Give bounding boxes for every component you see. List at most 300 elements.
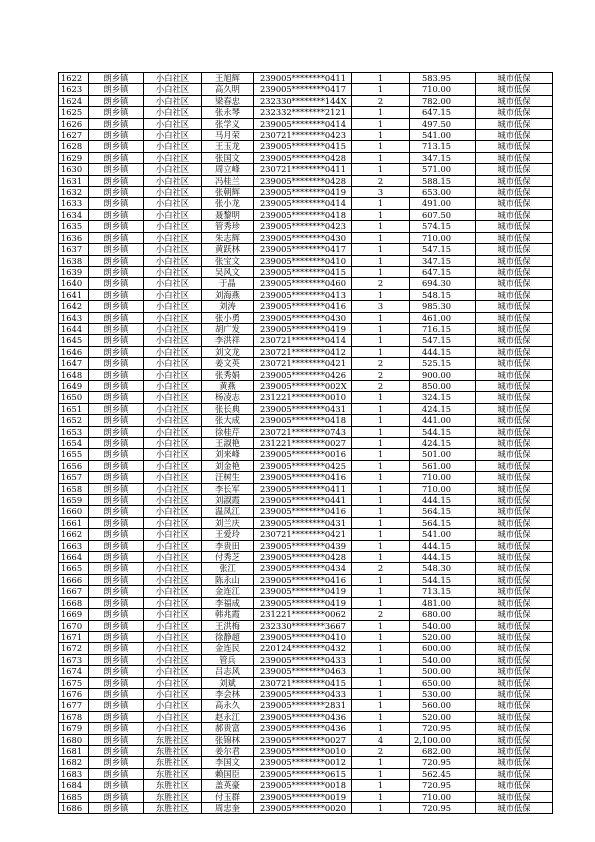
- community-cell: 小白社区: [144, 107, 202, 118]
- household-size-cell: 1: [352, 130, 410, 141]
- assistance-type-cell: 城市低保: [476, 221, 553, 232]
- assistance-type-cell: 城市低保: [476, 130, 553, 141]
- town-cell: 朗乡镇: [89, 312, 144, 323]
- table-row: [59, 540, 553, 551]
- amount-cell: 710.00: [410, 84, 476, 95]
- assistance-type-cell: 城市低保: [476, 380, 553, 391]
- household-size-cell: 1: [352, 620, 410, 631]
- name-cell: 刘涛: [202, 301, 254, 312]
- table-row: [59, 586, 553, 597]
- id-number-cell: 231221********0010: [254, 392, 352, 403]
- id-number-cell: 239005********0426: [254, 369, 352, 380]
- town-cell: 朗乡镇: [89, 563, 144, 574]
- row-number: 1653: [59, 426, 89, 437]
- town-cell: 朗乡镇: [89, 586, 144, 597]
- town-cell: 朗乡镇: [89, 449, 144, 460]
- id-number-cell: 230721********0421: [254, 529, 352, 540]
- assistance-type-cell: 城市低保: [476, 460, 553, 471]
- id-number-cell: 239005********0416: [254, 574, 352, 585]
- household-size-cell: 1: [352, 198, 410, 209]
- amount-cell: 544.15: [410, 574, 476, 585]
- household-size-cell: 1: [352, 118, 410, 129]
- row-number: 1659: [59, 495, 89, 506]
- name-cell: 王玉龙: [202, 141, 254, 152]
- amount-cell: 324.15: [410, 392, 476, 403]
- row-number: 1669: [59, 609, 89, 620]
- id-number-cell: 239005********0410: [254, 255, 352, 266]
- town-cell: 朗乡镇: [89, 369, 144, 380]
- name-cell: 高永久: [202, 700, 254, 711]
- name-cell: 张江: [202, 563, 254, 574]
- amount-cell: 588.15: [410, 175, 476, 186]
- table-row: [59, 552, 553, 563]
- row-number: 1633: [59, 198, 89, 209]
- town-cell: 朗乡镇: [89, 574, 144, 585]
- table-row: [59, 460, 553, 471]
- assistance-type-cell: 城市低保: [476, 118, 553, 129]
- table-row: [59, 73, 553, 84]
- community-cell: 小白社区: [144, 495, 202, 506]
- town-cell: 朗乡镇: [89, 164, 144, 175]
- row-number: 1684: [59, 780, 89, 791]
- household-size-cell: 1: [352, 483, 410, 494]
- community-cell: 小白社区: [144, 278, 202, 289]
- assistance-type-cell: 城市低保: [476, 506, 553, 517]
- name-cell: 黄跃林: [202, 244, 254, 255]
- id-number-cell: 230721********0415: [254, 677, 352, 688]
- town-cell: 朗乡镇: [89, 506, 144, 517]
- amount-cell: 647.15: [410, 107, 476, 118]
- table-row: [59, 369, 553, 380]
- amount-cell: 647.15: [410, 266, 476, 277]
- household-size-cell: 1: [352, 392, 410, 403]
- town-cell: 朗乡镇: [89, 141, 144, 152]
- community-cell: 小白社区: [144, 266, 202, 277]
- town-cell: 朗乡镇: [89, 483, 144, 494]
- household-size-cell: 1: [352, 540, 410, 551]
- table-row: [59, 198, 553, 209]
- household-size-cell: 3: [352, 301, 410, 312]
- name-cell: 管兵: [202, 654, 254, 665]
- assistance-type-cell: 城市低保: [476, 392, 553, 403]
- household-size-cell: 1: [352, 152, 410, 163]
- id-number-cell: 239005********0433: [254, 654, 352, 665]
- assistance-type-cell: 城市低保: [476, 677, 553, 688]
- amount-cell: 497.50: [410, 118, 476, 129]
- table-row: [59, 380, 553, 391]
- town-cell: 朗乡镇: [89, 723, 144, 734]
- table-row: [59, 266, 553, 277]
- community-cell: 小白社区: [144, 335, 202, 346]
- household-size-cell: 2: [352, 278, 410, 289]
- row-number: 1642: [59, 301, 89, 312]
- community-cell: 小白社区: [144, 323, 202, 334]
- household-size-cell: 1: [352, 460, 410, 471]
- id-number-cell: 239005********0428: [254, 552, 352, 563]
- id-number-cell: 239005********0436: [254, 711, 352, 722]
- id-number-cell: 239005********0416: [254, 301, 352, 312]
- household-size-cell: 1: [352, 312, 410, 323]
- town-cell: 朗乡镇: [89, 791, 144, 802]
- town-cell: 朗乡镇: [89, 631, 144, 642]
- community-cell: 小白社区: [144, 723, 202, 734]
- id-number-cell: 239005********0425: [254, 460, 352, 471]
- amount-cell: 650.00: [410, 677, 476, 688]
- town-cell: 朗乡镇: [89, 734, 144, 745]
- row-number: 1624: [59, 95, 89, 106]
- amount-cell: 561.00: [410, 460, 476, 471]
- row-number: 1674: [59, 666, 89, 677]
- community-cell: 小白社区: [144, 289, 202, 300]
- row-number: 1639: [59, 266, 89, 277]
- community-cell: 小白社区: [144, 221, 202, 232]
- amount-cell: 694.30: [410, 278, 476, 289]
- household-size-cell: 2: [352, 95, 410, 106]
- table-row: [59, 517, 553, 528]
- community-cell: 小白社区: [144, 643, 202, 654]
- amount-cell: 491.00: [410, 198, 476, 209]
- amount-cell: 424.15: [410, 438, 476, 449]
- amount-cell: 444.15: [410, 552, 476, 563]
- name-cell: 刘金艳: [202, 460, 254, 471]
- table-row: [59, 723, 553, 734]
- name-cell: 李国文: [202, 757, 254, 768]
- community-cell: 小白社区: [144, 586, 202, 597]
- name-cell: 张长典: [202, 403, 254, 414]
- name-cell: 高久明: [202, 84, 254, 95]
- assistance-type-cell: 城市低保: [476, 723, 553, 734]
- name-cell: 汪树生: [202, 472, 254, 483]
- community-cell: 小白社区: [144, 141, 202, 152]
- id-number-cell: 239005********0419: [254, 323, 352, 334]
- row-number: 1661: [59, 517, 89, 528]
- id-number-cell: 239005********0436: [254, 723, 352, 734]
- table-row: [59, 244, 553, 255]
- name-cell: 胡广发: [202, 323, 254, 334]
- community-cell: 东胜社区: [144, 745, 202, 756]
- household-size-cell: 1: [352, 141, 410, 152]
- community-cell: 小白社区: [144, 175, 202, 186]
- table-row: [59, 757, 553, 768]
- amount-cell: 347.15: [410, 152, 476, 163]
- household-size-cell: 1: [352, 415, 410, 426]
- name-cell: 张国文: [202, 152, 254, 163]
- table-row: [59, 175, 553, 186]
- town-cell: 朗乡镇: [89, 392, 144, 403]
- town-cell: 朗乡镇: [89, 130, 144, 141]
- assistance-type-cell: 城市低保: [476, 540, 553, 551]
- household-size-cell: 1: [352, 654, 410, 665]
- id-number-cell: 239005********0413: [254, 289, 352, 300]
- amount-cell: 710.00: [410, 472, 476, 483]
- community-cell: 东胜社区: [144, 803, 202, 814]
- amount-cell: 564.15: [410, 506, 476, 517]
- name-cell: 吕志风: [202, 666, 254, 677]
- household-size-cell: 1: [352, 723, 410, 734]
- community-cell: 小白社区: [144, 187, 202, 198]
- assistance-type-cell: 城市低保: [476, 84, 553, 95]
- amount-cell: 574.15: [410, 221, 476, 232]
- id-number-cell: 239005********0439: [254, 540, 352, 551]
- amount-cell: 900.00: [410, 369, 476, 380]
- town-cell: 朗乡镇: [89, 209, 144, 220]
- community-cell: 小白社区: [144, 255, 202, 266]
- community-cell: 小白社区: [144, 449, 202, 460]
- id-number-cell: 230721********0421: [254, 358, 352, 369]
- name-cell: 王洪梅: [202, 620, 254, 631]
- amount-cell: 562.45: [410, 768, 476, 779]
- household-size-cell: 1: [352, 552, 410, 563]
- amount-cell: 347.15: [410, 255, 476, 266]
- name-cell: 朱志辉: [202, 232, 254, 243]
- town-cell: 朗乡镇: [89, 643, 144, 654]
- household-size-cell: 1: [352, 780, 410, 791]
- household-size-cell: 1: [352, 289, 410, 300]
- table-row: [59, 403, 553, 414]
- table-row: [59, 426, 553, 437]
- name-cell: 金连江: [202, 586, 254, 597]
- amount-cell: 985.30: [410, 301, 476, 312]
- amount-cell: 600.00: [410, 643, 476, 654]
- community-cell: 小白社区: [144, 654, 202, 665]
- name-cell: 付秀芝: [202, 552, 254, 563]
- table-row: [59, 597, 553, 608]
- assistance-type-cell: 城市低保: [476, 574, 553, 585]
- household-size-cell: 1: [352, 335, 410, 346]
- assistance-type-cell: 城市低保: [476, 803, 553, 814]
- town-cell: 朗乡镇: [89, 552, 144, 563]
- name-cell: 温凤江: [202, 506, 254, 517]
- amount-cell: 710.00: [410, 791, 476, 802]
- row-number: 1632: [59, 187, 89, 198]
- town-cell: 朗乡镇: [89, 415, 144, 426]
- community-cell: 小白社区: [144, 574, 202, 585]
- id-number-cell: 239005********0431: [254, 517, 352, 528]
- row-number: 1670: [59, 620, 89, 631]
- table-row: [59, 278, 553, 289]
- table-row: [59, 141, 553, 152]
- row-number: 1686: [59, 803, 89, 814]
- household-size-cell: 1: [352, 346, 410, 357]
- assistance-type-cell: 城市低保: [476, 95, 553, 106]
- id-number-cell: 239005********0441: [254, 495, 352, 506]
- id-number-cell: 239005********0415: [254, 141, 352, 152]
- table-row: [59, 118, 553, 129]
- town-cell: 朗乡镇: [89, 540, 144, 551]
- row-number: 1681: [59, 745, 89, 756]
- table-row: [59, 438, 553, 449]
- name-cell: 付玉群: [202, 791, 254, 802]
- assistance-type-cell: 城市低保: [476, 107, 553, 118]
- community-cell: 东胜社区: [144, 734, 202, 745]
- table-row: [59, 495, 553, 506]
- household-size-cell: 1: [352, 255, 410, 266]
- assistance-type-cell: 城市低保: [476, 609, 553, 620]
- id-number-cell: 230721********0412: [254, 346, 352, 357]
- amount-cell: 501.00: [410, 449, 476, 460]
- household-size-cell: 3: [352, 187, 410, 198]
- community-cell: 小白社区: [144, 677, 202, 688]
- assistance-type-cell: 城市低保: [476, 141, 553, 152]
- assistance-type-cell: 城市低保: [476, 403, 553, 414]
- amount-cell: 541.00: [410, 130, 476, 141]
- town-cell: 朗乡镇: [89, 666, 144, 677]
- town-cell: 朗乡镇: [89, 73, 144, 84]
- id-number-cell: 239005********0419: [254, 586, 352, 597]
- table-row: [59, 768, 553, 779]
- id-number-cell: 239005********0428: [254, 152, 352, 163]
- household-size-cell: 1: [352, 574, 410, 585]
- name-cell: 徐桂芹: [202, 426, 254, 437]
- id-number-cell: 239005********0433: [254, 688, 352, 699]
- town-cell: 朗乡镇: [89, 152, 144, 163]
- name-cell: 冯桂兰: [202, 175, 254, 186]
- amount-cell: 500.00: [410, 666, 476, 677]
- name-cell: 刘来峰: [202, 449, 254, 460]
- amount-cell: 444.15: [410, 540, 476, 551]
- assistance-type-cell: 城市低保: [476, 289, 553, 300]
- town-cell: 朗乡镇: [89, 688, 144, 699]
- assistance-type-cell: 城市低保: [476, 666, 553, 677]
- id-number-cell: 239005********0419: [254, 187, 352, 198]
- assistance-type-cell: 城市低保: [476, 209, 553, 220]
- table-row: [59, 312, 553, 323]
- town-cell: 朗乡镇: [89, 711, 144, 722]
- assistance-type-cell: 城市低保: [476, 278, 553, 289]
- assistance-type-cell: 城市低保: [476, 791, 553, 802]
- assistance-type-cell: 城市低保: [476, 301, 553, 312]
- roster-body: [59, 73, 553, 814]
- row-number: 1660: [59, 506, 89, 517]
- amount-cell: 547.15: [410, 244, 476, 255]
- row-number: 1673: [59, 654, 89, 665]
- community-cell: 小白社区: [144, 688, 202, 699]
- town-cell: 朗乡镇: [89, 244, 144, 255]
- amount-cell: 710.00: [410, 483, 476, 494]
- id-number-cell: 231221********0062: [254, 609, 352, 620]
- amount-cell: 525.15: [410, 358, 476, 369]
- row-number: 1658: [59, 483, 89, 494]
- table-row: [59, 221, 553, 232]
- amount-cell: 540.00: [410, 620, 476, 631]
- row-number: 1650: [59, 392, 89, 403]
- name-cell: 刘斌: [202, 677, 254, 688]
- name-cell: 张秀娟: [202, 369, 254, 380]
- assistance-type-cell: 城市低保: [476, 232, 553, 243]
- community-cell: 小白社区: [144, 164, 202, 175]
- assistance-type-cell: 城市低保: [476, 175, 553, 186]
- town-cell: 朗乡镇: [89, 438, 144, 449]
- table-row: [59, 392, 553, 403]
- amount-cell: 713.15: [410, 586, 476, 597]
- household-size-cell: 1: [352, 438, 410, 449]
- id-number-cell: 239005********0020: [254, 803, 352, 814]
- table-row: [59, 84, 553, 95]
- assistance-type-cell: 城市低保: [476, 780, 553, 791]
- community-cell: 东胜社区: [144, 791, 202, 802]
- name-cell: 陈永山: [202, 574, 254, 585]
- row-number: 1627: [59, 130, 89, 141]
- name-cell: 姜文英: [202, 358, 254, 369]
- household-size-cell: 1: [352, 700, 410, 711]
- assistance-type-cell: 城市低保: [476, 335, 553, 346]
- table-row: [59, 803, 553, 814]
- assistance-type-cell: 城市低保: [476, 654, 553, 665]
- amount-cell: 720.95: [410, 780, 476, 791]
- name-cell: 马月荣: [202, 130, 254, 141]
- household-size-cell: 1: [352, 517, 410, 528]
- town-cell: 朗乡镇: [89, 380, 144, 391]
- household-size-cell: 1: [352, 643, 410, 654]
- amount-cell: 520.00: [410, 711, 476, 722]
- id-number-cell: 239005********0434: [254, 563, 352, 574]
- household-size-cell: 2: [352, 380, 410, 391]
- id-number-cell: 239005********0016: [254, 449, 352, 460]
- town-cell: 朗乡镇: [89, 323, 144, 334]
- amount-cell: 544.15: [410, 426, 476, 437]
- assistance-type-cell: 城市低保: [476, 255, 553, 266]
- id-number-cell: 239005********0463: [254, 666, 352, 677]
- household-size-cell: 1: [352, 73, 410, 84]
- household-size-cell: 1: [352, 209, 410, 220]
- amount-cell: 583.95: [410, 73, 476, 84]
- household-size-cell: 1: [352, 677, 410, 688]
- id-number-cell: 239005********0411: [254, 483, 352, 494]
- household-size-cell: 1: [352, 506, 410, 517]
- table-row: [59, 563, 553, 574]
- table-row: [59, 152, 553, 163]
- household-size-cell: 2: [352, 563, 410, 574]
- amount-cell: 444.15: [410, 346, 476, 357]
- table-row: [59, 209, 553, 220]
- household-size-cell: 2: [352, 175, 410, 186]
- assistance-type-cell: 城市低保: [476, 312, 553, 323]
- town-cell: 朗乡镇: [89, 745, 144, 756]
- amount-cell: 520.00: [410, 631, 476, 642]
- assistance-type-cell: 城市低保: [476, 597, 553, 608]
- id-number-cell: 239005********0417: [254, 244, 352, 255]
- name-cell: 王爱玲: [202, 529, 254, 540]
- household-size-cell: 1: [352, 757, 410, 768]
- name-cell: 吴风文: [202, 266, 254, 277]
- amount-cell: 547.15: [410, 335, 476, 346]
- table-row: [59, 643, 553, 654]
- amount-cell: 653.00: [410, 187, 476, 198]
- community-cell: 小白社区: [144, 244, 202, 255]
- table-row: [59, 791, 553, 802]
- table-row: [59, 358, 553, 369]
- assistance-type-cell: 城市低保: [476, 449, 553, 460]
- town-cell: 朗乡镇: [89, 107, 144, 118]
- amount-cell: 548.15: [410, 289, 476, 300]
- id-number-cell: 239005********0010: [254, 745, 352, 756]
- assistance-type-cell: 城市低保: [476, 700, 553, 711]
- row-number: 1630: [59, 164, 89, 175]
- assistance-type-cell: 城市低保: [476, 768, 553, 779]
- town-cell: 朗乡镇: [89, 529, 144, 540]
- row-number: 1655: [59, 449, 89, 460]
- id-number-cell: 239005********0418: [254, 209, 352, 220]
- assistance-type-cell: 城市低保: [476, 495, 553, 506]
- town-cell: 朗乡镇: [89, 118, 144, 129]
- name-cell: 刘淑霞: [202, 495, 254, 506]
- household-size-cell: 2: [352, 358, 410, 369]
- town-cell: 朗乡镇: [89, 266, 144, 277]
- community-cell: 小白社区: [144, 232, 202, 243]
- assistance-type-cell: 城市低保: [476, 369, 553, 380]
- amount-cell: 680.00: [410, 609, 476, 620]
- row-number: 1646: [59, 346, 89, 357]
